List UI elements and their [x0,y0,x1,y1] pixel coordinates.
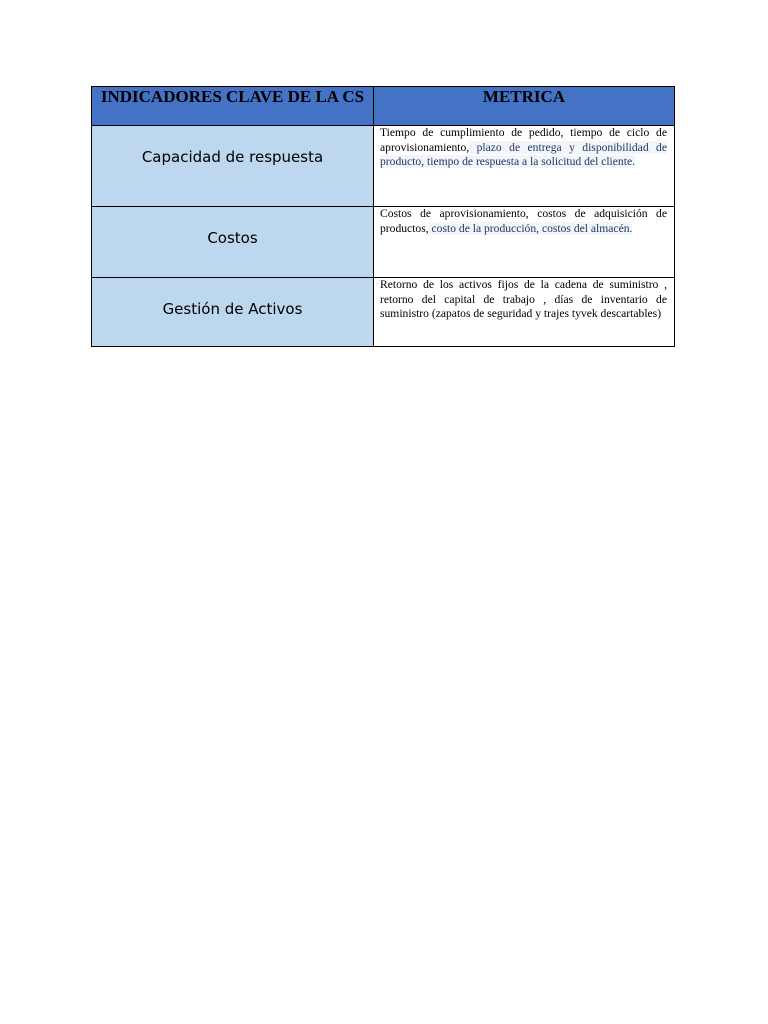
indicator-label: Gestión de Activos [162,300,303,318]
table-header-row [92,87,675,126]
metric-text: Costos de aprovisionamiento, costos de adquisición de productos, [380,207,667,235]
indicator-label: Costos [207,229,258,247]
indicator-cell [92,126,374,207]
table-row [92,126,675,207]
metric-text: Tiempo de cumplimiento de pedido, tiempo de ciclo de aprovisionamiento, [380,126,667,154]
metric-text: Retorno de los activos fijos de la cadena de suministro , retorno del capital de trabajo , días de inventario de suministro (zapatos de seguridad y trajes tyvek descartables) [380,278,667,320]
indicator-cell [92,278,374,347]
metric-highlight-text: costo de la producción, costos del almacén. [428,221,633,235]
indicator-cell [92,207,374,278]
header-metric: METRICA [374,87,675,126]
metric-cell [374,278,675,347]
header-indicators: INDICADORES CLAVE DE LA CS [92,87,374,126]
metric-highlight-text: plazo de entrega y disponibilidad de producto, tiempo de respuesta a la solicitud del cliente. [380,140,667,168]
metric-cell [374,126,675,207]
metric-cell [374,207,675,278]
indicator-label: Capacidad de respuesta [141,148,324,166]
table-row [92,278,675,347]
kpi-table [91,86,675,347]
table-row [92,207,675,278]
